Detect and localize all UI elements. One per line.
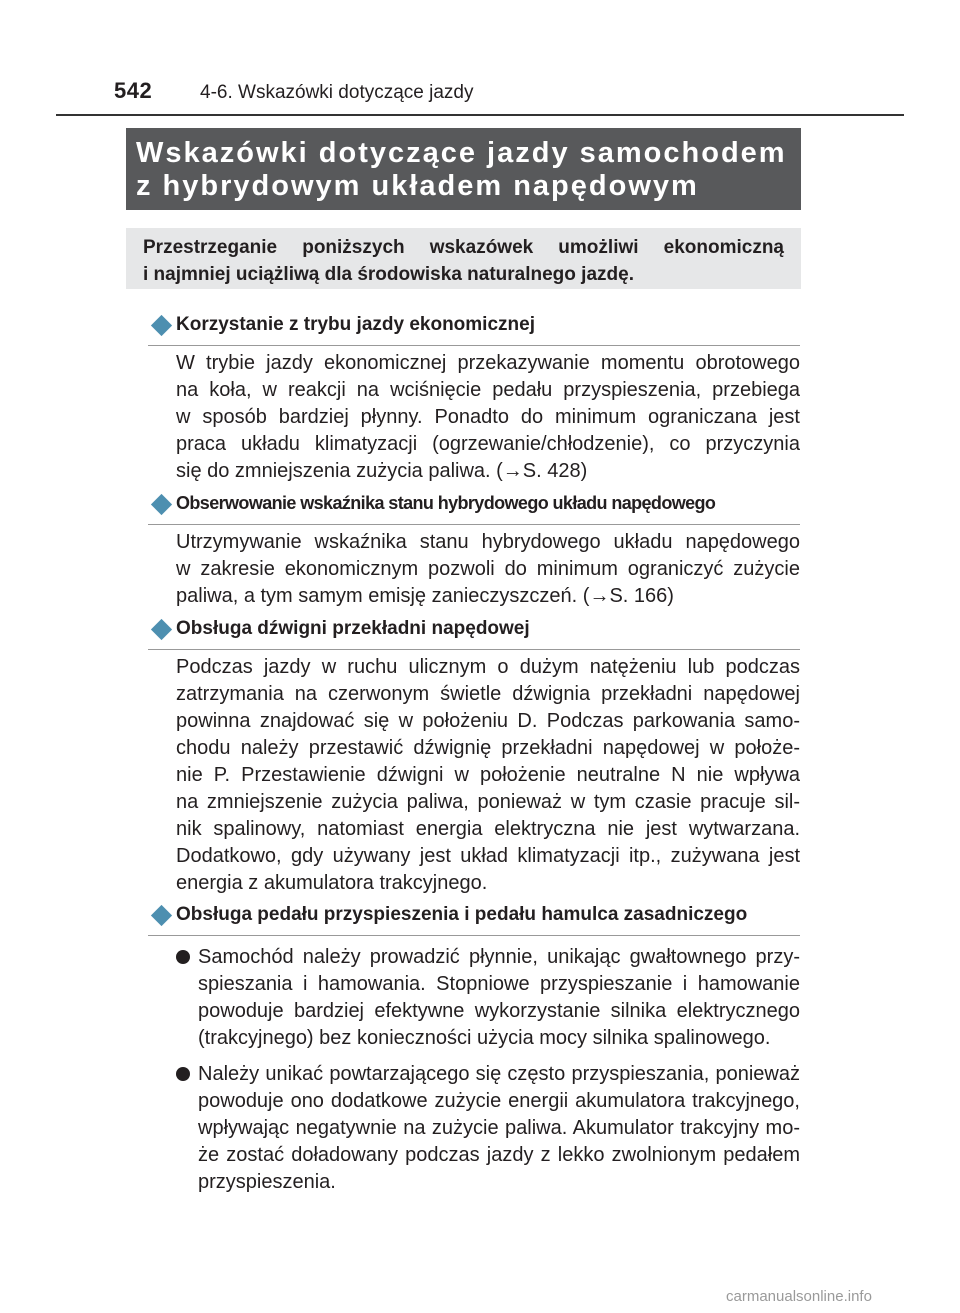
- bullet-item: [176, 1061, 800, 1196]
- section-heading: [148, 312, 800, 346]
- text-line: Podczas jazdy w ruchu ulicznym o dużym natężeniu lub podczas: [176, 656, 800, 678]
- section-body: [176, 529, 800, 610]
- text-line: zatrzymania na czerwonym świetle dźwignia przekładni napędowej: [176, 683, 800, 705]
- text-line: przyspieszenia.: [198, 1171, 336, 1193]
- section-heading: [148, 902, 800, 936]
- diamond-icon: [151, 905, 172, 926]
- intro-box: [126, 228, 801, 289]
- section-title: Obsługa dźwigni przekładni napędowej: [176, 618, 530, 639]
- text-line: nie P. Przestawienie dźwigni w położenie neutralne N nie wpływa: [176, 764, 800, 786]
- watermark: carmanualsonline.info: [726, 1288, 872, 1305]
- header-rule: [56, 114, 904, 116]
- text-line: (trakcyjnego) bez konieczności użycia mocy silnika spalinowego.: [198, 1027, 771, 1049]
- text-line: W trybie jazdy ekonomicznej przekazywanie momentu obrotowego: [176, 352, 800, 374]
- title-line-1: Wskazówki dotyczące jazdy samochodem: [136, 137, 787, 169]
- text-line: paliwa, a tym samym emisję zanieczyszczeń. (→S. 166): [176, 585, 674, 607]
- text-line: chodu należy przestawić dźwignię przekładni napędowej w położe-: [176, 737, 800, 759]
- text-line: powoduje bardziej efektywne wykorzystanie silnika elektrycznego: [198, 1000, 800, 1022]
- section-heading: [148, 491, 800, 525]
- diamond-icon: [151, 315, 172, 336]
- text-line: spieszania i hamowania. Stopniowe przyspieszanie i hamowanie: [198, 973, 800, 995]
- bullet-item: [176, 944, 800, 1052]
- section-label: 4-6. Wskazówki dotyczące jazdy: [200, 82, 474, 103]
- text-line: Utrzymywanie wskaźnika stanu hybrydowego układu napędowego: [176, 531, 800, 553]
- diamond-icon: [151, 619, 172, 640]
- section-body: [176, 350, 800, 485]
- diamond-icon: [151, 494, 172, 515]
- text-line: Samochód należy prowadzić płynnie, unikając gwałtownego przy-: [198, 946, 800, 968]
- section-eco-mode: [148, 312, 800, 485]
- intro-line-1: Przestrzeganie poniższych wskazówek umożliwi ekonomiczną: [143, 237, 784, 258]
- text-line: Dodatkowo, gdy używany jest układ klimatyzacji itp., zużywana jest: [176, 845, 800, 867]
- text-line: wpływając negatywnie na zużycie paliwa. Akumulator trakcyjny mo-: [198, 1117, 800, 1139]
- text-line: praca układu klimatyzacji (ogrzewanie/chłodzenie), co przyczynia: [176, 433, 800, 455]
- text-line: powoduje ono dodatkowe zużycie energii akumulatora trakcyjnego,: [198, 1090, 800, 1112]
- bullet-dot-icon: [176, 950, 190, 964]
- section-heading: [148, 616, 800, 650]
- title-box: [126, 128, 801, 210]
- section-pedals: [148, 902, 800, 1196]
- section-gear-lever: [148, 616, 800, 897]
- section-title: Obsługa pedału przyspieszenia i pedału hamulca zasadniczego: [176, 904, 748, 925]
- text-line: energia z akumulatora trakcyjnego.: [176, 872, 488, 894]
- text-line: że zostać doładowany podczas jazdy z lekko zwolnionym pedałem: [198, 1144, 800, 1166]
- intro-line-2: i najmniej uciążliwą dla środowiska naturalnego jazdę.: [143, 264, 634, 285]
- bullet-text: [198, 1061, 800, 1196]
- text-line: w zakresie ekonomicznym pozwoli do minimum ograniczyć zużycie: [176, 558, 800, 580]
- text-line: powinna znajdować się w położeniu D. Podczas parkowania samo-: [176, 710, 800, 732]
- bullet-dot-icon: [176, 1067, 190, 1081]
- section-title: Obserwowanie wskaźnika stanu hybrydowego układu napędowego: [176, 493, 716, 513]
- text-line: się do zmniejszenia zużycia paliwa. (→S. 428): [176, 460, 588, 482]
- text-line: w sposób bardziej płynny. Ponadto do minimum ograniczana jest: [176, 406, 800, 428]
- text-line: na zmniejszenie zużycia paliwa, ponieważ w tym czasie pracuje sil-: [176, 791, 800, 813]
- text-line: na koła, w reakcji na wciśnięcie pedału przyspieszenia, przebiega: [176, 379, 800, 401]
- section-title: Korzystanie z trybu jazdy ekonomicznej: [176, 314, 535, 335]
- section-hybrid-indicator: [148, 491, 800, 610]
- title-line-2: z hybrydowym układem napędowym: [136, 170, 699, 202]
- bullet-text: [198, 944, 800, 1052]
- section-body: [176, 654, 800, 897]
- text-line: nik spalinowy, natomiast energia elektryczna nie jest wytwarzana.: [176, 818, 800, 840]
- page-number: 542: [114, 78, 153, 103]
- text-line: Należy unikać powtarzającego się często przyspieszania, ponieważ: [198, 1063, 800, 1085]
